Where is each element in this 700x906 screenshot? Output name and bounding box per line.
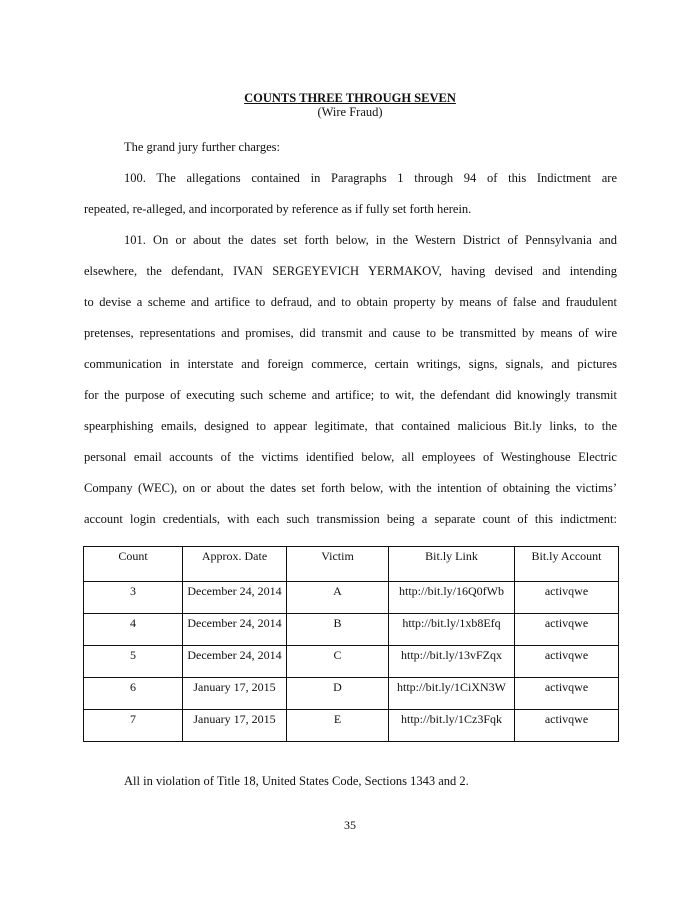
cell-victim: E: [287, 710, 389, 742]
header-bitly-account: Bit.ly Account: [515, 547, 619, 582]
cell-link: http://bit.ly/16Q0fWb: [389, 582, 515, 614]
paragraph-101-line: Company (WEC), on or about the dates set forth below, with the intention of obtaining the victims’: [84, 481, 617, 495]
cell-count: 7: [84, 710, 183, 742]
table-row: [84, 710, 619, 742]
paragraph-100-line-2: repeated, re-alleged, and incorporated by reference as if fully set forth herein.: [84, 202, 472, 216]
cell-account: activqwe: [515, 678, 619, 710]
paragraph-101-line: 101. On or about the dates set forth below, in the Western District of Pennsylvania and: [124, 233, 617, 247]
cell-date: December 24, 2014: [183, 614, 287, 646]
cell-victim: D: [287, 678, 389, 710]
cell-account: activqwe: [515, 646, 619, 678]
cell-count: 6: [84, 678, 183, 710]
cell-link: http://bit.ly/13vFZqx: [389, 646, 515, 678]
section-subtitle: (Wire Fraud): [317, 105, 383, 119]
cell-account: activqwe: [515, 710, 619, 742]
paragraph-101-line: for the purpose of executing such scheme and artifice; to wit, the defendant did knowingly transmit: [84, 388, 617, 402]
cell-account: activqwe: [515, 582, 619, 614]
cell-date: January 17, 2015: [183, 710, 287, 742]
cell-count: 5: [84, 646, 183, 678]
paragraph-100-line-1: 100. The allegations contained in Paragraphs 1 through 94 of this Indictment are: [124, 171, 617, 185]
paragraph-101-line: communication in interstate and foreign commerce, certain writings, signs, signals, and pictures: [84, 357, 617, 371]
cell-link: http://bit.ly/1Cz3Fqk: [389, 710, 515, 742]
conclusion-text: All in violation of Title 18, United States Code, Sections 1343 and 2.: [124, 774, 469, 788]
paragraph-101-line: personal email accounts of the victims identified below, all employees of Westinghouse Electric: [84, 450, 617, 464]
cell-link: http://bit.ly/1xb8Efq: [389, 614, 515, 646]
table-header-row: [84, 547, 619, 582]
cell-count: 3: [84, 582, 183, 614]
table-row: [84, 646, 619, 678]
intro-text: The grand jury further charges:: [124, 140, 280, 154]
cell-victim: C: [287, 646, 389, 678]
paragraph-101-line: elsewhere, the defendant, IVAN SERGEYEVICH YERMAKOV, having devised and intending: [84, 264, 617, 278]
table-row: [84, 678, 619, 710]
table-row: [84, 582, 619, 614]
section-title: COUNTS THREE THROUGH SEVEN: [244, 91, 456, 105]
counts-table: [83, 546, 619, 742]
paragraph-101-line: spearphishing emails, designed to appear legitimate, that contained malicious Bit.ly links, to the: [84, 419, 617, 433]
header-bitly-link: Bit.ly Link: [389, 547, 515, 582]
cell-victim: A: [287, 582, 389, 614]
header-victim: Victim: [287, 547, 389, 582]
cell-victim: B: [287, 614, 389, 646]
header-count: Count: [84, 547, 183, 582]
header-approx-date: Approx. Date: [183, 547, 287, 582]
table-row: [84, 614, 619, 646]
cell-link: http://bit.ly/1CiXN3W: [389, 678, 515, 710]
cell-date: December 24, 2014: [183, 582, 287, 614]
cell-date: December 24, 2014: [183, 646, 287, 678]
page-number: 35: [344, 818, 356, 832]
paragraph-101-line: pretenses, representations and promises, did transmit and cause to be transmitted by means of wire: [84, 326, 617, 340]
cell-date: January 17, 2015: [183, 678, 287, 710]
cell-count: 4: [84, 614, 183, 646]
paragraph-101-line: account login credentials, with each such transmission being a separate count of this indictment:: [84, 512, 617, 526]
cell-account: activqwe: [515, 614, 619, 646]
paragraph-101-line: to devise a scheme and artifice to defraud, and to obtain property by means of false and fraudulent: [84, 295, 617, 309]
